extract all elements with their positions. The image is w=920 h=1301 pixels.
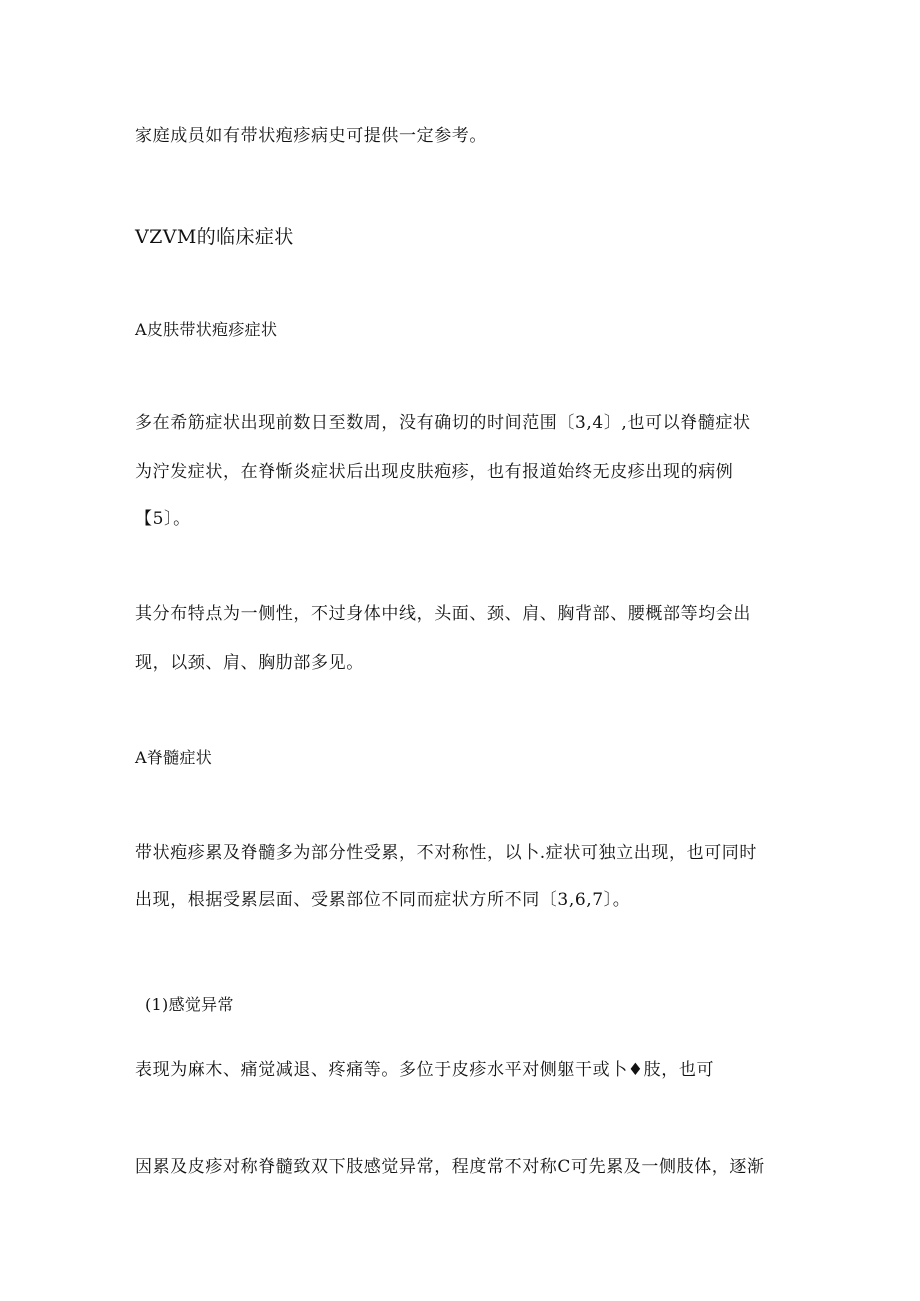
sensory-abnormality-heading: (1)感觉异常 bbox=[145, 995, 234, 1014]
spinal-paragraph-line-1: 带状疱疹累及脊髓多为部分性受累，不对称性，以卜.症状可独立出现，也可同时 bbox=[135, 843, 758, 863]
skin-paragraph-1-line-1: 多在希筋症状出现前数日至数周，没有确切的时间范围〔3,4〕,也可以脊髓症状 bbox=[135, 413, 751, 433]
section-title: VZVM的临床症状 bbox=[135, 226, 294, 248]
skin-paragraph-2-line-2: 现，以颈、肩、胸肋部多见。 bbox=[135, 653, 364, 673]
spinal-symptoms-heading: A脊髓症状 bbox=[135, 748, 213, 767]
sensory-paragraph-line-2: 因累及皮疹对称脊髓致双下肢感觉异常，程度常不对称C可先累及一侧肢体，逐渐 bbox=[135, 1157, 765, 1177]
skin-symptoms-heading: A皮肤带状疱疹症状 bbox=[135, 320, 278, 339]
skin-paragraph-2-line-1: 其分布特点为一侧性，不过身体中线，头面、颈、肩、胸背部、腰概部等均会出 bbox=[135, 604, 751, 624]
spinal-paragraph-line-2: 出现，根据受累层面、受累部位不同而症状方所不同〔3,6,7〕。 bbox=[135, 890, 631, 910]
skin-paragraph-1-line-3: 【5〕。 bbox=[135, 509, 191, 529]
sensory-paragraph-line-1: 表现为麻木、痛觉减退、疼痛等。多位于皮疹水平对侧躯干或卜♦肢，也可 bbox=[135, 1060, 715, 1080]
intro-paragraph-line: 家庭成员如有带状疱疹病史可提供一定参考。 bbox=[135, 126, 487, 146]
skin-paragraph-1-line-2: 为泞发症状，在脊惭炎症状后出现皮肤疱疹，也有报道始终无皮疹出现的病例 bbox=[135, 462, 734, 482]
